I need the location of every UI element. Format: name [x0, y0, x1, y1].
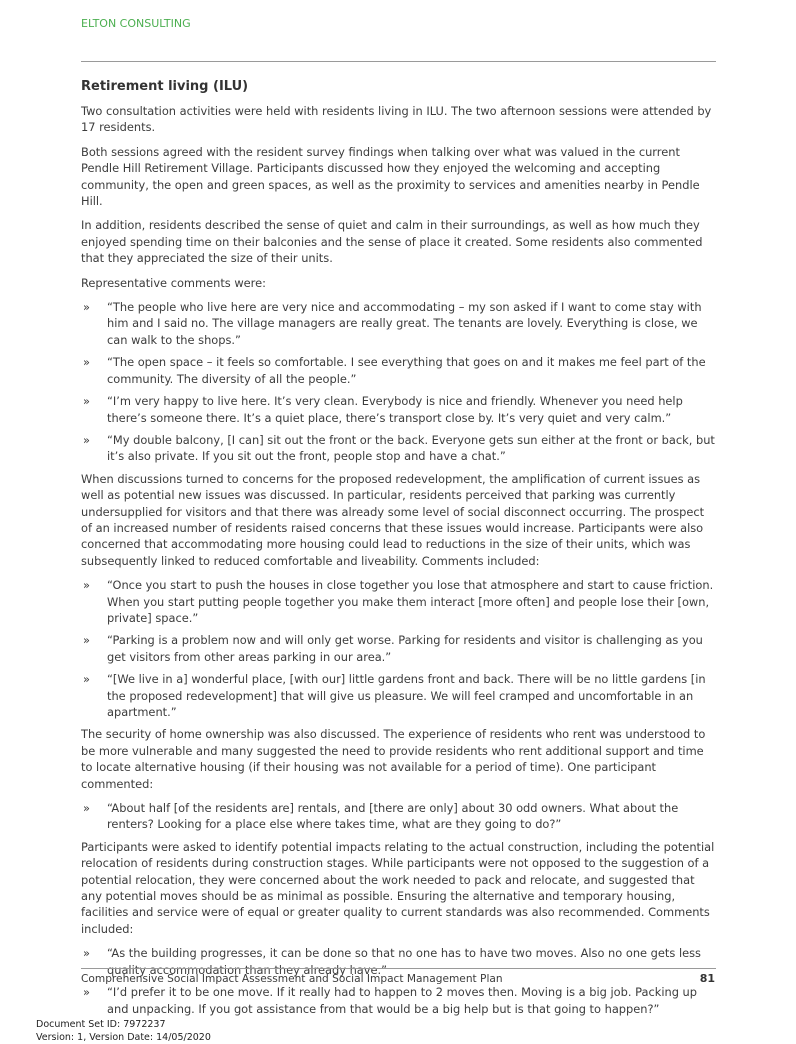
header-org: ELTON CONSULTING — [81, 17, 191, 30]
paragraph: Both sessions agreed with the resident survey findings when talking over what was valued in the current Pendle Hill Retirement Village. Participants discussed how they enjoyed the welcoming and accepting community, the open and green spaces, as well as the proximity to services and amenities nearby in Pendle Hill. — [81, 144, 700, 209]
quote-text: “As the building progresses, it can be done so that no one has to have two moves. Also no one gets less quality accommodation than they already have.” — [107, 946, 701, 977]
quote-list — [81, 577, 717, 720]
document-version: Version: 1, Version Date: 14/05/2020 — [36, 1032, 211, 1043]
bullet-icon: » — [83, 633, 90, 648]
bullet-icon: » — [83, 946, 90, 961]
quote-text: “The open space – it feels so comfortable. I see everything that goes on and it makes me feel part of the community. The diversity of all the people.” — [107, 355, 706, 386]
footer-title: Comprehensive Social Impact Assessment and Social Impact Management Plan — [81, 973, 503, 985]
footer-divider — [81, 968, 716, 969]
paragraph: Two consultation activities were held with residents living in ILU. The two afternoon sessions were attended by 17 residents. — [81, 104, 712, 135]
quote-item — [81, 299, 717, 348]
quote-text: “Parking is a problem now and will only get worse. Parking for residents and visitor is challenging as you get visitors from other areas parking in our area.” — [107, 633, 703, 664]
document-body — [81, 78, 717, 1023]
document-set-info — [36, 1018, 211, 1044]
quote-item — [81, 671, 717, 720]
section-title: Retirement living (ILU) — [81, 79, 249, 94]
quote-list — [81, 800, 717, 833]
header-divider — [81, 61, 716, 62]
quote-text: “About half [of the residents are] rentals, and [there are only] about 30 odd owners. What about the renters? Looking for a place else where takes time, what are they going to do?” — [107, 801, 679, 832]
bullet-icon: » — [83, 300, 90, 315]
quote-item — [81, 800, 717, 833]
quote-item — [81, 984, 717, 1017]
document-set-id: Document Set ID: 7972237 — [36, 1019, 166, 1030]
bullet-icon: » — [83, 801, 90, 816]
quote-list — [81, 299, 717, 465]
bullet-icon: » — [83, 985, 90, 1000]
quote-text: “My double balcony, [I can] sit out the front or the back. Everyone gets sun either at the front or back, but it’s also private. If you sit out the front, people stop and have a chat.” — [107, 432, 715, 464]
quote-text: “I’m very happy to live here. It’s very clean. Everybody is nice and friendly. Whenever you need help there’s someone there. It’s a quiet place, there’s transport close by. It’s very quiet and very calm.” — [107, 394, 683, 425]
quote-text: “I’d prefer it to be one move. If it really had to happen to 2 moves then. Moving is a big job. Packing up and unpacking. If you got assistance from that would be a big help but is that going to happen?” — [107, 985, 698, 1016]
quote-item — [81, 432, 717, 465]
paragraph: When discussions turned to concerns for the proposed redevelopment, the amplification of current issues as well as potential new issues was discussed. In particular, residents perceived that parking was currently undersupplied for visitors and that there was already some level of social disconnect occurring. The prospect of an increased number of residents raised concerns that these issues would increase. Participants were also concerned that accommodating more housing could lead to reductions in the size of their units, which was subsequently linked to reduced comfortable and liveability. Comments included: — [81, 471, 705, 568]
paragraph: Participants were asked to identify potential impacts relating to the actual construction, including the potential relocation of residents during construction stages. While participants were not opposed to the suggestion of a potential relocation, they were concerned about the work needed to pack and relocate, and suggested that any potential moves should be as minimal as possible. Ensuring the alternative and temporary housing, facilities and service were of equal or greater quality to current standards was also recommended. Comments included: — [81, 839, 715, 936]
paragraph: In addition, residents described the sense of quiet and calm in their surroundings, as well as how much they enjoyed spending time on their balconies and the sense of place it created. Some residents also commented that they appreciated the size of their units. — [81, 218, 703, 266]
bullet-icon: » — [83, 355, 90, 370]
bullet-icon: » — [83, 394, 90, 409]
quote-text: “Once you start to push the houses in close together you lose that atmosphere and start to cause friction. When you start putting people together you make them interact [more often] and people lose their [own, private] space.” — [107, 578, 714, 625]
bullet-icon: » — [83, 578, 90, 593]
quote-item — [81, 393, 717, 426]
bullet-icon: » — [83, 432, 90, 447]
quote-item — [81, 354, 717, 387]
paragraph: Representative comments were: — [81, 275, 266, 290]
paragraph: The security of home ownership was also discussed. The experience of residents who rent was understood to be more vulnerable and many suggested the need to provide residents who rent additional support and time to locate alternative housing (if their housing was not available for a period of time). One participant commented: — [81, 727, 706, 791]
quote-text: “[We live in a] wonderful place, [with our] little gardens front and back. There will be no little gardens [in the proposed redevelopment] that will give us pleasure. We will feel cramped and uncomfortable in an apartment.” — [107, 672, 706, 719]
quote-item — [81, 632, 717, 665]
quote-item — [81, 577, 717, 626]
page-number: 81 — [699, 972, 715, 985]
quote-text: “The people who live here are very nice and accommodating – my son asked if I want to come stay with him and I said no. The village managers are really great. The tenants are lovely. Everything is close, we can walk to the shops.” — [107, 300, 702, 347]
bullet-icon: » — [83, 672, 90, 687]
